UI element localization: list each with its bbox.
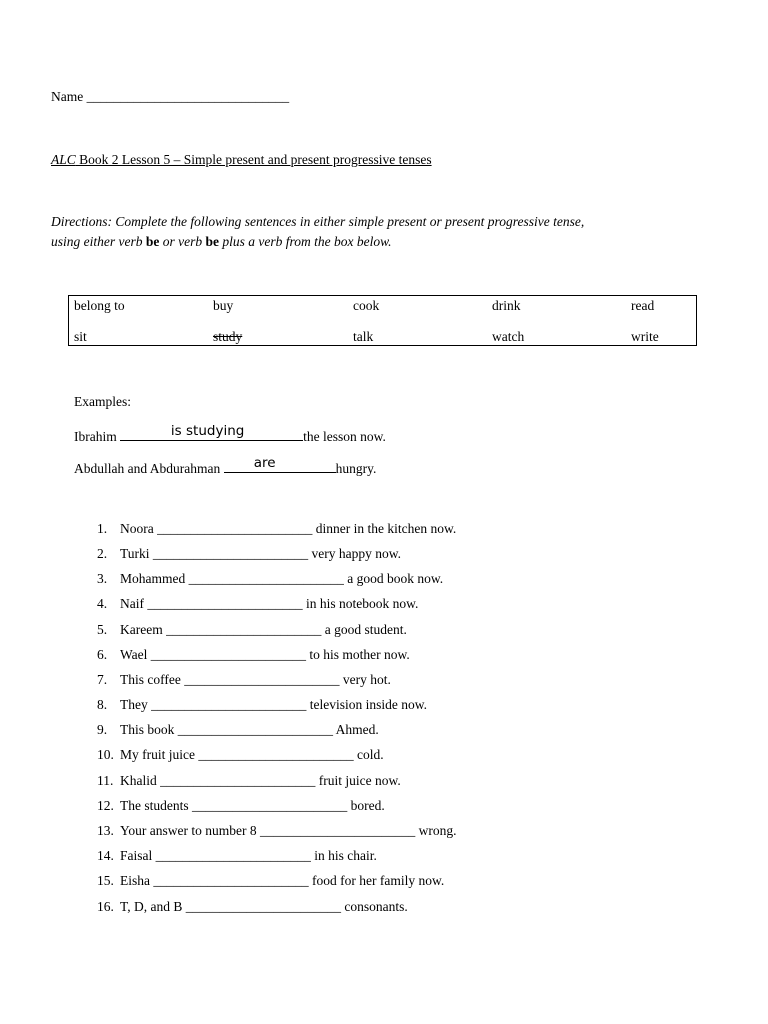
name-line xyxy=(51,89,289,105)
directions-be: be xyxy=(205,234,219,249)
item-number: 8. xyxy=(97,697,108,712)
item-text: Kareem _______________________ a good student. xyxy=(120,622,407,637)
item-text: Naif _______________________ in his notebook now. xyxy=(120,596,419,611)
verb-study-crossed-out: study xyxy=(213,329,243,344)
item-text: Your answer to number 8 _______________________ wrong. xyxy=(120,823,457,838)
item-text: Eisha _______________________ food for her family now. xyxy=(120,873,445,888)
list-item[interactable] xyxy=(97,823,457,839)
item-number: 11. xyxy=(97,773,114,788)
verb-read: read xyxy=(631,298,655,313)
directions-line-2 xyxy=(51,234,391,250)
verb-belong-to: belong to xyxy=(74,298,125,313)
list-item[interactable] xyxy=(97,747,384,763)
item-number: 5. xyxy=(97,622,108,637)
list-item[interactable] xyxy=(97,722,379,738)
item-number: 6. xyxy=(97,647,108,662)
list-item[interactable] xyxy=(97,848,377,864)
directions-text: plus a verb from the box below. xyxy=(218,234,392,249)
item-number: 4. xyxy=(97,596,108,611)
item-text: The students _______________________ bored. xyxy=(120,798,385,813)
item-number: 14. xyxy=(97,848,114,863)
item-text: This book _______________________ Ahmed. xyxy=(120,722,379,737)
directions-text: using either verb xyxy=(51,234,146,249)
list-item[interactable] xyxy=(97,622,407,638)
examples-label: Examples: xyxy=(74,394,131,409)
verb-sit: sit xyxy=(74,329,87,344)
list-item[interactable] xyxy=(97,773,401,789)
example-2-answer-blank xyxy=(224,455,336,473)
name-blank[interactable]: ______________________________ xyxy=(86,89,290,104)
item-number: 2. xyxy=(97,546,108,561)
example-2-subject: Abdullah and Abdurahman xyxy=(74,461,221,476)
item-text: Khalid _______________________ fruit juice now. xyxy=(120,773,401,788)
list-item[interactable] xyxy=(97,647,410,663)
item-number: 3. xyxy=(97,571,108,586)
verb-buy: buy xyxy=(213,298,234,313)
example-2-rest: hungry. xyxy=(335,461,377,476)
item-text: Mohammed _______________________ a good book now. xyxy=(120,571,444,586)
item-text: They _______________________ television inside now. xyxy=(120,697,427,712)
item-text: Turki _______________________ very happy now. xyxy=(120,546,401,561)
item-number: 7. xyxy=(97,672,108,687)
example-1 xyxy=(74,423,386,445)
list-item[interactable] xyxy=(97,798,385,814)
item-number: 12. xyxy=(97,798,114,813)
verb-talk: talk xyxy=(353,329,374,344)
item-text: Faisal _______________________ in his chair. xyxy=(120,848,377,863)
verb-write: write xyxy=(631,329,659,344)
list-item[interactable] xyxy=(97,521,456,537)
verb-cook: cook xyxy=(353,298,380,313)
title-rest: Book 2 Lesson 5 – Simple present and present progressive tenses xyxy=(75,152,432,167)
item-number: 10. xyxy=(97,747,114,762)
list-item[interactable] xyxy=(97,672,391,688)
example-1-rest: the lesson now. xyxy=(303,429,386,444)
directions-line-1: Directions: Complete the following sentences in either simple present or present progressive tense, xyxy=(51,214,585,229)
item-text: Wael _______________________ to his mother now. xyxy=(120,647,410,662)
list-item[interactable] xyxy=(97,571,443,587)
item-number: 13. xyxy=(97,823,114,838)
item-text: This coffee _______________________ very hot. xyxy=(120,672,391,687)
item-text: My fruit juice _______________________ cold. xyxy=(120,747,384,762)
list-item[interactable] xyxy=(97,697,427,713)
example-1-answer: is studying xyxy=(170,423,245,439)
title-book: ALC xyxy=(51,152,76,167)
verb-watch: watch xyxy=(492,329,525,344)
item-text: Noora _______________________ dinner in the kitchen now. xyxy=(120,521,457,536)
item-number: 15. xyxy=(97,873,114,888)
item-number: 9. xyxy=(97,722,108,737)
example-2-answer: are xyxy=(253,455,276,471)
example-1-answer-blank xyxy=(120,423,303,441)
name-label: Name xyxy=(51,89,84,104)
verb-box xyxy=(68,295,697,346)
item-text: T, D, and B _______________________ consonants. xyxy=(120,899,408,914)
example-1-subject: Ibrahim xyxy=(74,429,117,444)
list-item[interactable] xyxy=(97,873,444,889)
directions-text: or verb xyxy=(159,234,206,249)
worksheet-title xyxy=(51,152,432,168)
directions-be: be xyxy=(145,234,160,249)
item-number: 1. xyxy=(97,521,108,536)
example-2 xyxy=(74,455,377,477)
item-number: 16. xyxy=(97,899,114,914)
list-item[interactable] xyxy=(97,596,418,612)
verb-drink: drink xyxy=(492,298,521,313)
list-item[interactable] xyxy=(97,546,401,562)
list-item[interactable] xyxy=(97,899,408,915)
